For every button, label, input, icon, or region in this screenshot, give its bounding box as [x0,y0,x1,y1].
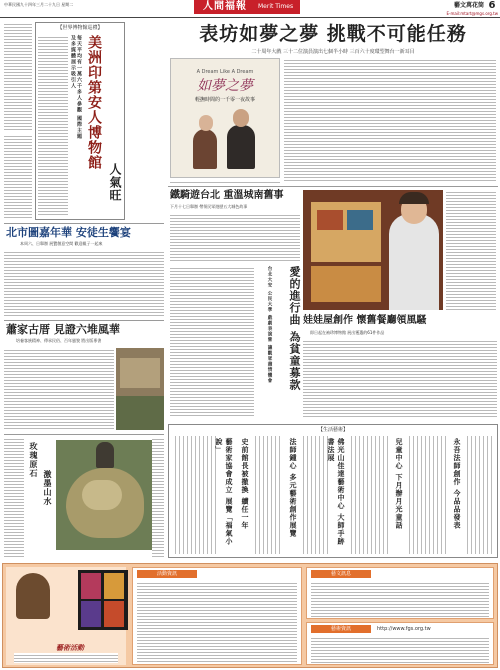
life-art-item-2: 兒童中心 下月辦月光童話 [395,438,404,530]
rock-caption-col [4,437,24,557]
ad-website[interactable]: http://www.fgs.org.tw [377,626,431,632]
poster-en: A Dream Like A Dream [196,69,254,75]
doll-sub: 即日起在袖珍博物館 展出獲選的61件作品 [310,330,385,335]
ad-left-title: 活動資訊 [137,570,197,578]
train-sub: 下月十七日舉辦 帶領民眾遊歷五大城色故事 [170,204,248,209]
date-line: 中華民國九十四年三月二十九日 星期二 [4,2,74,7]
life-art-item-1: 永吾法師創作 今品品發表 [453,438,462,530]
life-art-text-1 [172,436,216,554]
section-en: Merit Times [256,0,300,14]
oldhouse-photo [116,348,164,430]
ad-bottom-title: 藝術資訊 [311,625,371,633]
feast-headline: 北市圖嘉年華 安徒生饗宴 [6,226,131,239]
museum-headline: 美洲印第安人博物館 [86,35,102,170]
museum-box-title: 【世界博物館巡禮】 [57,25,103,31]
dollhouse-side-text [446,190,496,310]
ad-title: 藝術活動 [56,643,84,652]
life-art-title: 【生活藝術】 [317,427,348,433]
email: E-mail:mtart@mgs.org.tw [446,11,498,16]
life-art-text-4 [348,436,388,554]
love-sub: 台北大安 公民大學 戲劇表演營 讓觀眾盡情體會 [267,266,272,384]
life-art-text-5 [406,436,446,554]
oldhouse-sub: 培養客族精神、傳承民俗、百年風貌 將出版專書 [16,338,102,343]
train-headline: 鐵騎遊台北 重溫城南舊事 [170,190,284,201]
masthead: 人間福報 [194,0,256,14]
museum-box [35,22,125,220]
poster-caption: 輕撫時間的一千零一夜故事 [194,97,255,103]
ad-portrait [16,573,50,619]
train-body-text [170,213,300,263]
rock-caption-b: 激墨山水 [43,470,53,506]
love-body-text [170,266,254,416]
life-art-item-3: 佛光山佳達藝術中心 大師手跡書法展 [327,438,346,546]
poster-title: 如夢之夢 [197,78,253,94]
museum-body-text [38,35,68,215]
poster-image [170,58,280,178]
ad-photos [78,570,128,630]
main-subhead: 二十周年大戲 三十二位演員演出七個半小時 三百六十度環型舞台一新耳目 [251,49,415,55]
left-text-col-2 [4,134,32,220]
life-art-item-4: 法師鍾心 多元藝術創作展覽 [289,438,298,538]
love-headline: 愛的進行曲 為貧童募款 [288,266,301,391]
left-text-col-1 [4,22,32,132]
museum-blurb: 每天平均有一萬六千多人參觀 國際主題及多媒體展示吸引人 [70,35,82,140]
feast-body-text [4,250,164,316]
page-number: 6 [488,0,496,11]
oldhouse-headline: 蕭家古厝 見證六堆風華 [6,323,120,336]
doll-headline: 娃娃屋創作 懷舊餐廳領風騷 [303,315,427,326]
main-headline: 表坊如夢之夢 挑戰不可能任務 [199,23,467,45]
life-art-text-2 [252,436,282,554]
rock-caption-a: 玫瑰原石 [29,442,39,478]
doll-body-text [303,339,497,419]
oldhouse-body-text [4,348,114,430]
section-name: 藝文萬花筒 [453,2,484,9]
museum-sidehead: 人氣旺 [108,163,122,202]
ad-info-block [132,567,302,665]
dollhouse-photo [303,190,443,310]
rock-photo [56,440,152,550]
ad-news-block [306,567,494,619]
life-art-item-6: 藝術家協會成立 展覽「福氣小說」 [215,438,234,546]
rock-side-text [152,437,164,557]
life-art-item-5: 史前館長被撤換 續任一年 [241,438,250,530]
ad-bottom-block [306,622,494,665]
ad-right-title: 藝文訊息 [311,570,371,578]
feast-sub: 本周六、日舉辦 展覽創意空間 歡迎親子一起來 [20,241,103,246]
life-art-text-6 [464,436,494,554]
main-body-text [284,58,496,182]
